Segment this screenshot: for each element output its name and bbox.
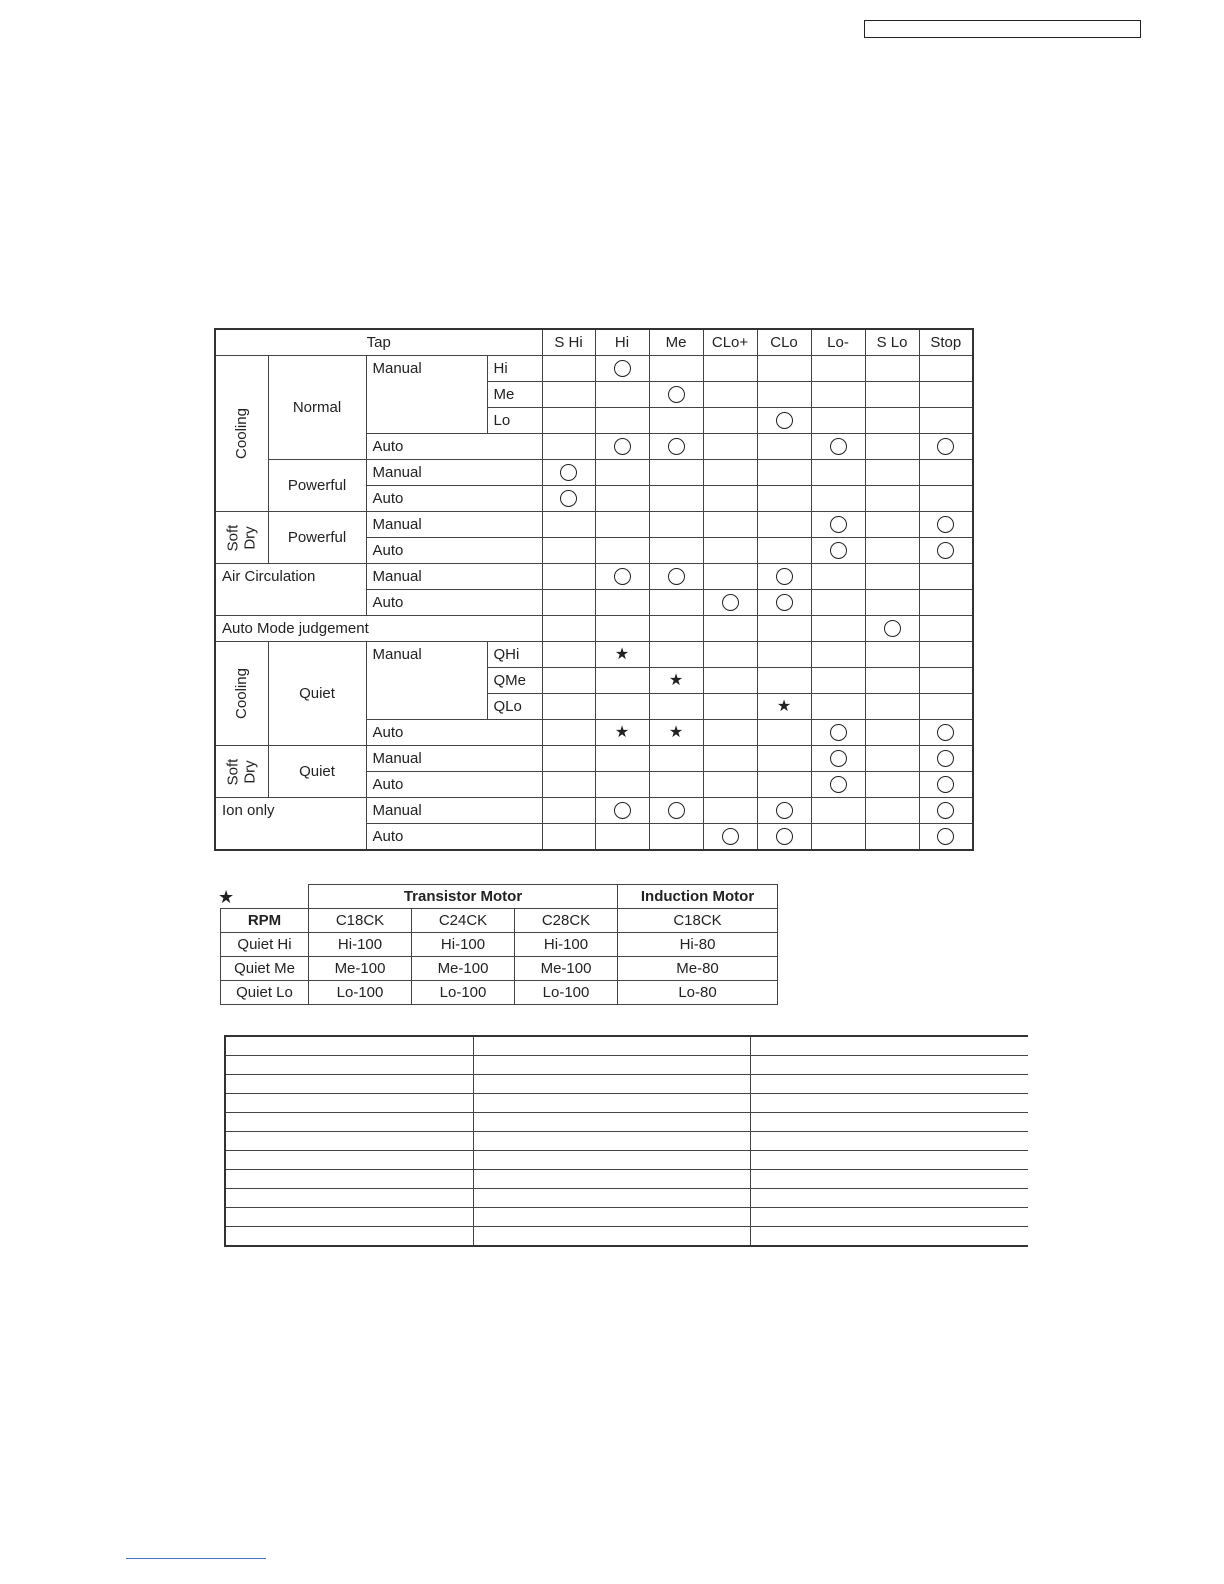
mark-cell [811,746,865,772]
rpm-value: Hi-100 [309,933,412,957]
mode-cooling: Cooling [215,642,268,746]
model-header: C24CK [412,909,515,933]
col-header: Lo- [811,329,865,356]
col-header: Hi [595,329,649,356]
mark-cell [542,798,595,824]
mark-cell [703,486,757,512]
speed-label: QLo [487,694,542,720]
circle-mark-icon [937,802,954,819]
mark-cell [757,590,811,616]
circle-mark-icon [722,828,739,845]
mark-cell [811,720,865,746]
speed-label: Lo [487,408,542,434]
mark-cell [703,772,757,798]
mark-cell [757,668,811,694]
table-row [215,746,973,772]
mark-cell [595,668,649,694]
circle-mark-icon [668,438,685,455]
mark-cell [757,772,811,798]
mark-cell [757,616,811,642]
mark-cell [595,642,649,668]
mark-cell [865,642,919,668]
circle-mark-icon [937,438,954,455]
mark-cell [919,382,973,408]
table-row [225,1056,1028,1075]
speed-label: Me [487,382,542,408]
mark-cell [865,590,919,616]
rpm-value: Hi-80 [618,933,778,957]
mark-cell [811,772,865,798]
mark-cell [595,720,649,746]
model-header: C18CK [309,909,412,933]
circle-mark-icon [830,750,847,767]
mark-cell [811,590,865,616]
mark-cell [919,356,973,382]
mark-cell [919,720,973,746]
mark-cell [865,564,919,590]
mark-cell [649,746,703,772]
mark-cell [919,512,973,538]
submode-powerful: Powerful [268,512,366,564]
mark-cell [919,408,973,434]
mark-cell [703,356,757,382]
mark-cell [542,668,595,694]
table-row [225,1132,1028,1151]
empty-grid-table [224,1035,1028,1247]
mark-cell [865,720,919,746]
mark-cell [811,564,865,590]
mark-cell [649,668,703,694]
mark-cell [811,356,865,382]
mark-cell [703,642,757,668]
mark-cell [757,694,811,720]
table-row [221,957,778,981]
mark-cell [919,694,973,720]
mark-cell [542,486,595,512]
circle-mark-icon [776,412,793,429]
submode-quiet: Quiet [268,746,366,798]
circle-mark-icon [776,594,793,611]
mark-cell [649,460,703,486]
tap-header: Tap [215,329,542,356]
col-header: S Lo [865,329,919,356]
rpm-value: Hi-100 [412,933,515,957]
control-manual: Manual [366,642,487,720]
mark-cell [703,512,757,538]
rpm-value: Lo-100 [309,981,412,1005]
mark-cell [757,512,811,538]
submode-normal: Normal [268,356,366,460]
star-mark-icon: ★ [614,724,630,741]
mode-air-circulation: Air Circulation [215,564,366,616]
mark-cell [865,824,919,851]
mark-cell [595,564,649,590]
mark-cell [919,590,973,616]
mark-cell [919,772,973,798]
control-auto: Auto [366,538,542,564]
speed-label: QMe [487,668,542,694]
mark-cell [811,798,865,824]
model-header: C18CK [618,909,778,933]
mark-cell [649,694,703,720]
mark-cell [811,824,865,851]
circle-mark-icon [937,542,954,559]
mark-cell [811,408,865,434]
mark-cell [542,434,595,460]
circle-mark-icon [830,724,847,741]
mark-cell [811,616,865,642]
mark-cell [542,460,595,486]
table-row [225,1151,1028,1170]
mode-ion-only: Ion only [215,798,366,851]
col-header: Stop [919,329,973,356]
speed-label: QHi [487,642,542,668]
control-auto: Auto [366,434,542,460]
mark-cell [757,538,811,564]
control-manual: Manual [366,564,542,590]
star-mark-icon: ★ [668,724,684,741]
mark-cell [703,382,757,408]
mark-cell [703,460,757,486]
mark-cell [703,798,757,824]
mark-cell [542,824,595,851]
circle-mark-icon [776,568,793,585]
mark-cell [703,616,757,642]
mark-cell [649,408,703,434]
mark-cell [595,772,649,798]
mark-cell [703,538,757,564]
table-row [215,798,973,824]
mark-cell [811,434,865,460]
mark-cell [649,824,703,851]
rpm-value: Me-100 [412,957,515,981]
circle-mark-icon [937,776,954,793]
mark-cell [919,668,973,694]
control-auto: Auto [366,772,542,798]
table-row [225,1036,1028,1056]
mark-cell [757,720,811,746]
mark-cell [649,616,703,642]
mark-cell [919,538,973,564]
control-auto: Auto [366,590,542,616]
col-header: CLo+ [703,329,757,356]
mark-cell [649,538,703,564]
mark-cell [919,564,973,590]
mark-cell [811,382,865,408]
rpm-corner [221,885,309,909]
table-row [225,1075,1028,1094]
mark-cell [703,746,757,772]
control-auto: Auto [366,824,542,851]
fan-speed-tap-table [214,328,974,851]
mark-cell [649,590,703,616]
mark-cell [542,746,595,772]
mark-cell [649,486,703,512]
mark-cell [703,564,757,590]
table-row [215,356,973,382]
mark-cell [542,720,595,746]
mark-cell [595,434,649,460]
circle-mark-icon [560,464,577,481]
mark-cell [542,590,595,616]
circle-mark-icon [560,490,577,507]
mark-cell [595,590,649,616]
table-row [215,642,973,668]
mark-cell [595,694,649,720]
mark-cell [865,538,919,564]
mark-cell [865,460,919,486]
mark-cell [595,356,649,382]
mark-cell [919,460,973,486]
induction-motor-header: Induction Motor [618,885,778,909]
mark-cell [649,798,703,824]
mark-cell [649,564,703,590]
star-mark-icon: ★ [776,698,792,715]
circle-mark-icon [668,802,685,819]
transistor-motor-header: Transistor Motor [309,885,618,909]
control-manual: Manual [366,460,542,486]
table-row [221,933,778,957]
mark-cell [649,512,703,538]
mark-cell [919,798,973,824]
mark-cell [595,408,649,434]
mark-cell [919,486,973,512]
mark-cell [595,616,649,642]
mark-cell [919,434,973,460]
quiet-rpm-table [220,884,778,1005]
circle-mark-icon [884,620,901,637]
mark-cell [757,746,811,772]
mark-cell [757,460,811,486]
mark-cell [542,408,595,434]
rpm-header: RPM [221,909,309,933]
table-row [215,616,973,642]
table-row [225,1208,1028,1227]
mark-cell [865,408,919,434]
mark-cell [757,356,811,382]
mark-cell [865,616,919,642]
control-manual: Manual [366,356,487,434]
mark-cell [649,356,703,382]
row-label: Quiet Hi [221,933,309,957]
rpm-value: Me-100 [515,957,618,981]
mark-cell [703,590,757,616]
model-header: C28CK [515,909,618,933]
mode-soft-dry: Soft Dry [215,746,268,798]
mark-cell [542,772,595,798]
mark-cell [757,408,811,434]
mark-cell [595,486,649,512]
mark-cell [542,382,595,408]
table-row [225,1189,1028,1208]
circle-mark-icon [614,360,631,377]
mark-cell [542,512,595,538]
mark-cell [865,356,919,382]
rpm-value: Me-100 [309,957,412,981]
mark-cell [595,538,649,564]
tap-header-row [215,329,973,356]
table-row [225,1113,1028,1132]
row-label: Quiet Lo [221,981,309,1005]
star-mark-icon: ★ [668,672,684,689]
table-row [215,460,973,486]
speed-label: Hi [487,356,542,382]
mark-cell [919,746,973,772]
table-row [215,564,973,590]
circle-mark-icon [830,516,847,533]
mark-cell [703,824,757,851]
circle-mark-icon [776,802,793,819]
mark-cell [919,616,973,642]
mark-cell [757,824,811,851]
mark-cell [649,772,703,798]
circle-mark-icon [937,724,954,741]
mark-cell [595,460,649,486]
rpm-value: Lo-100 [515,981,618,1005]
mark-cell [811,460,865,486]
mark-cell [757,642,811,668]
mark-cell [595,798,649,824]
submode-powerful: Powerful [268,460,366,512]
mark-cell [919,642,973,668]
circle-mark-icon [830,542,847,559]
control-manual: Manual [366,512,542,538]
control-auto: Auto [366,486,542,512]
mark-cell [703,720,757,746]
mark-cell [595,824,649,851]
mark-cell [865,694,919,720]
star-mark-icon: ★ [614,646,630,663]
mark-cell [595,512,649,538]
mark-cell [542,642,595,668]
mark-cell [811,538,865,564]
mark-cell [542,538,595,564]
rpm-value: Lo-100 [412,981,515,1005]
circle-mark-icon [614,802,631,819]
mark-cell [703,668,757,694]
row-label: Quiet Me [221,957,309,981]
table-row [221,981,778,1005]
mark-cell [595,746,649,772]
mark-cell [865,772,919,798]
circle-mark-icon [776,828,793,845]
mark-cell [757,434,811,460]
mark-cell [703,694,757,720]
mark-cell [757,564,811,590]
star-legend-icon: ★ [218,887,235,907]
mark-cell [542,616,595,642]
mark-cell [542,356,595,382]
col-header: CLo [757,329,811,356]
circle-mark-icon [937,750,954,767]
mode-cooling: Cooling [215,356,268,512]
mark-cell [703,434,757,460]
circle-mark-icon [668,568,685,585]
mark-cell [542,564,595,590]
mark-cell [649,642,703,668]
mark-cell [811,512,865,538]
rpm-value: Lo-80 [618,981,778,1005]
mark-cell [649,382,703,408]
mark-cell [649,434,703,460]
circle-mark-icon [668,386,685,403]
table-row [215,512,973,538]
mark-cell [757,486,811,512]
control-manual: Manual [366,798,542,824]
circle-mark-icon [937,516,954,533]
mark-cell [865,798,919,824]
rpm-value: Hi-100 [515,933,618,957]
mark-cell [865,486,919,512]
circle-mark-icon [722,594,739,611]
mark-cell [542,694,595,720]
mode-auto-judgement: Auto Mode judgement [215,616,542,642]
circle-mark-icon [830,776,847,793]
table-row [225,1094,1028,1113]
submode-quiet: Quiet [268,642,366,746]
mark-cell [865,746,919,772]
mark-cell [811,694,865,720]
mark-cell [595,382,649,408]
rpm-value: Me-80 [618,957,778,981]
circle-mark-icon [614,438,631,455]
mark-cell [865,382,919,408]
mark-cell [865,668,919,694]
mark-cell [865,434,919,460]
circle-mark-icon [614,568,631,585]
mark-cell [811,668,865,694]
circle-mark-icon [937,828,954,845]
control-auto: Auto [366,720,542,746]
col-header: S Hi [542,329,595,356]
mark-cell [649,720,703,746]
col-header: Me [649,329,703,356]
mark-cell [703,408,757,434]
header-box [864,20,1141,38]
mark-cell [919,824,973,851]
mark-cell [811,486,865,512]
table-row [225,1170,1028,1189]
circle-mark-icon [830,438,847,455]
mode-soft-dry: Soft Dry [215,512,268,564]
mark-cell [811,642,865,668]
mark-cell [757,382,811,408]
mark-cell [757,798,811,824]
table-row [225,1227,1028,1247]
control-manual: Manual [366,746,542,772]
mark-cell [865,512,919,538]
footer-link-underline[interactable] [126,1558,266,1559]
